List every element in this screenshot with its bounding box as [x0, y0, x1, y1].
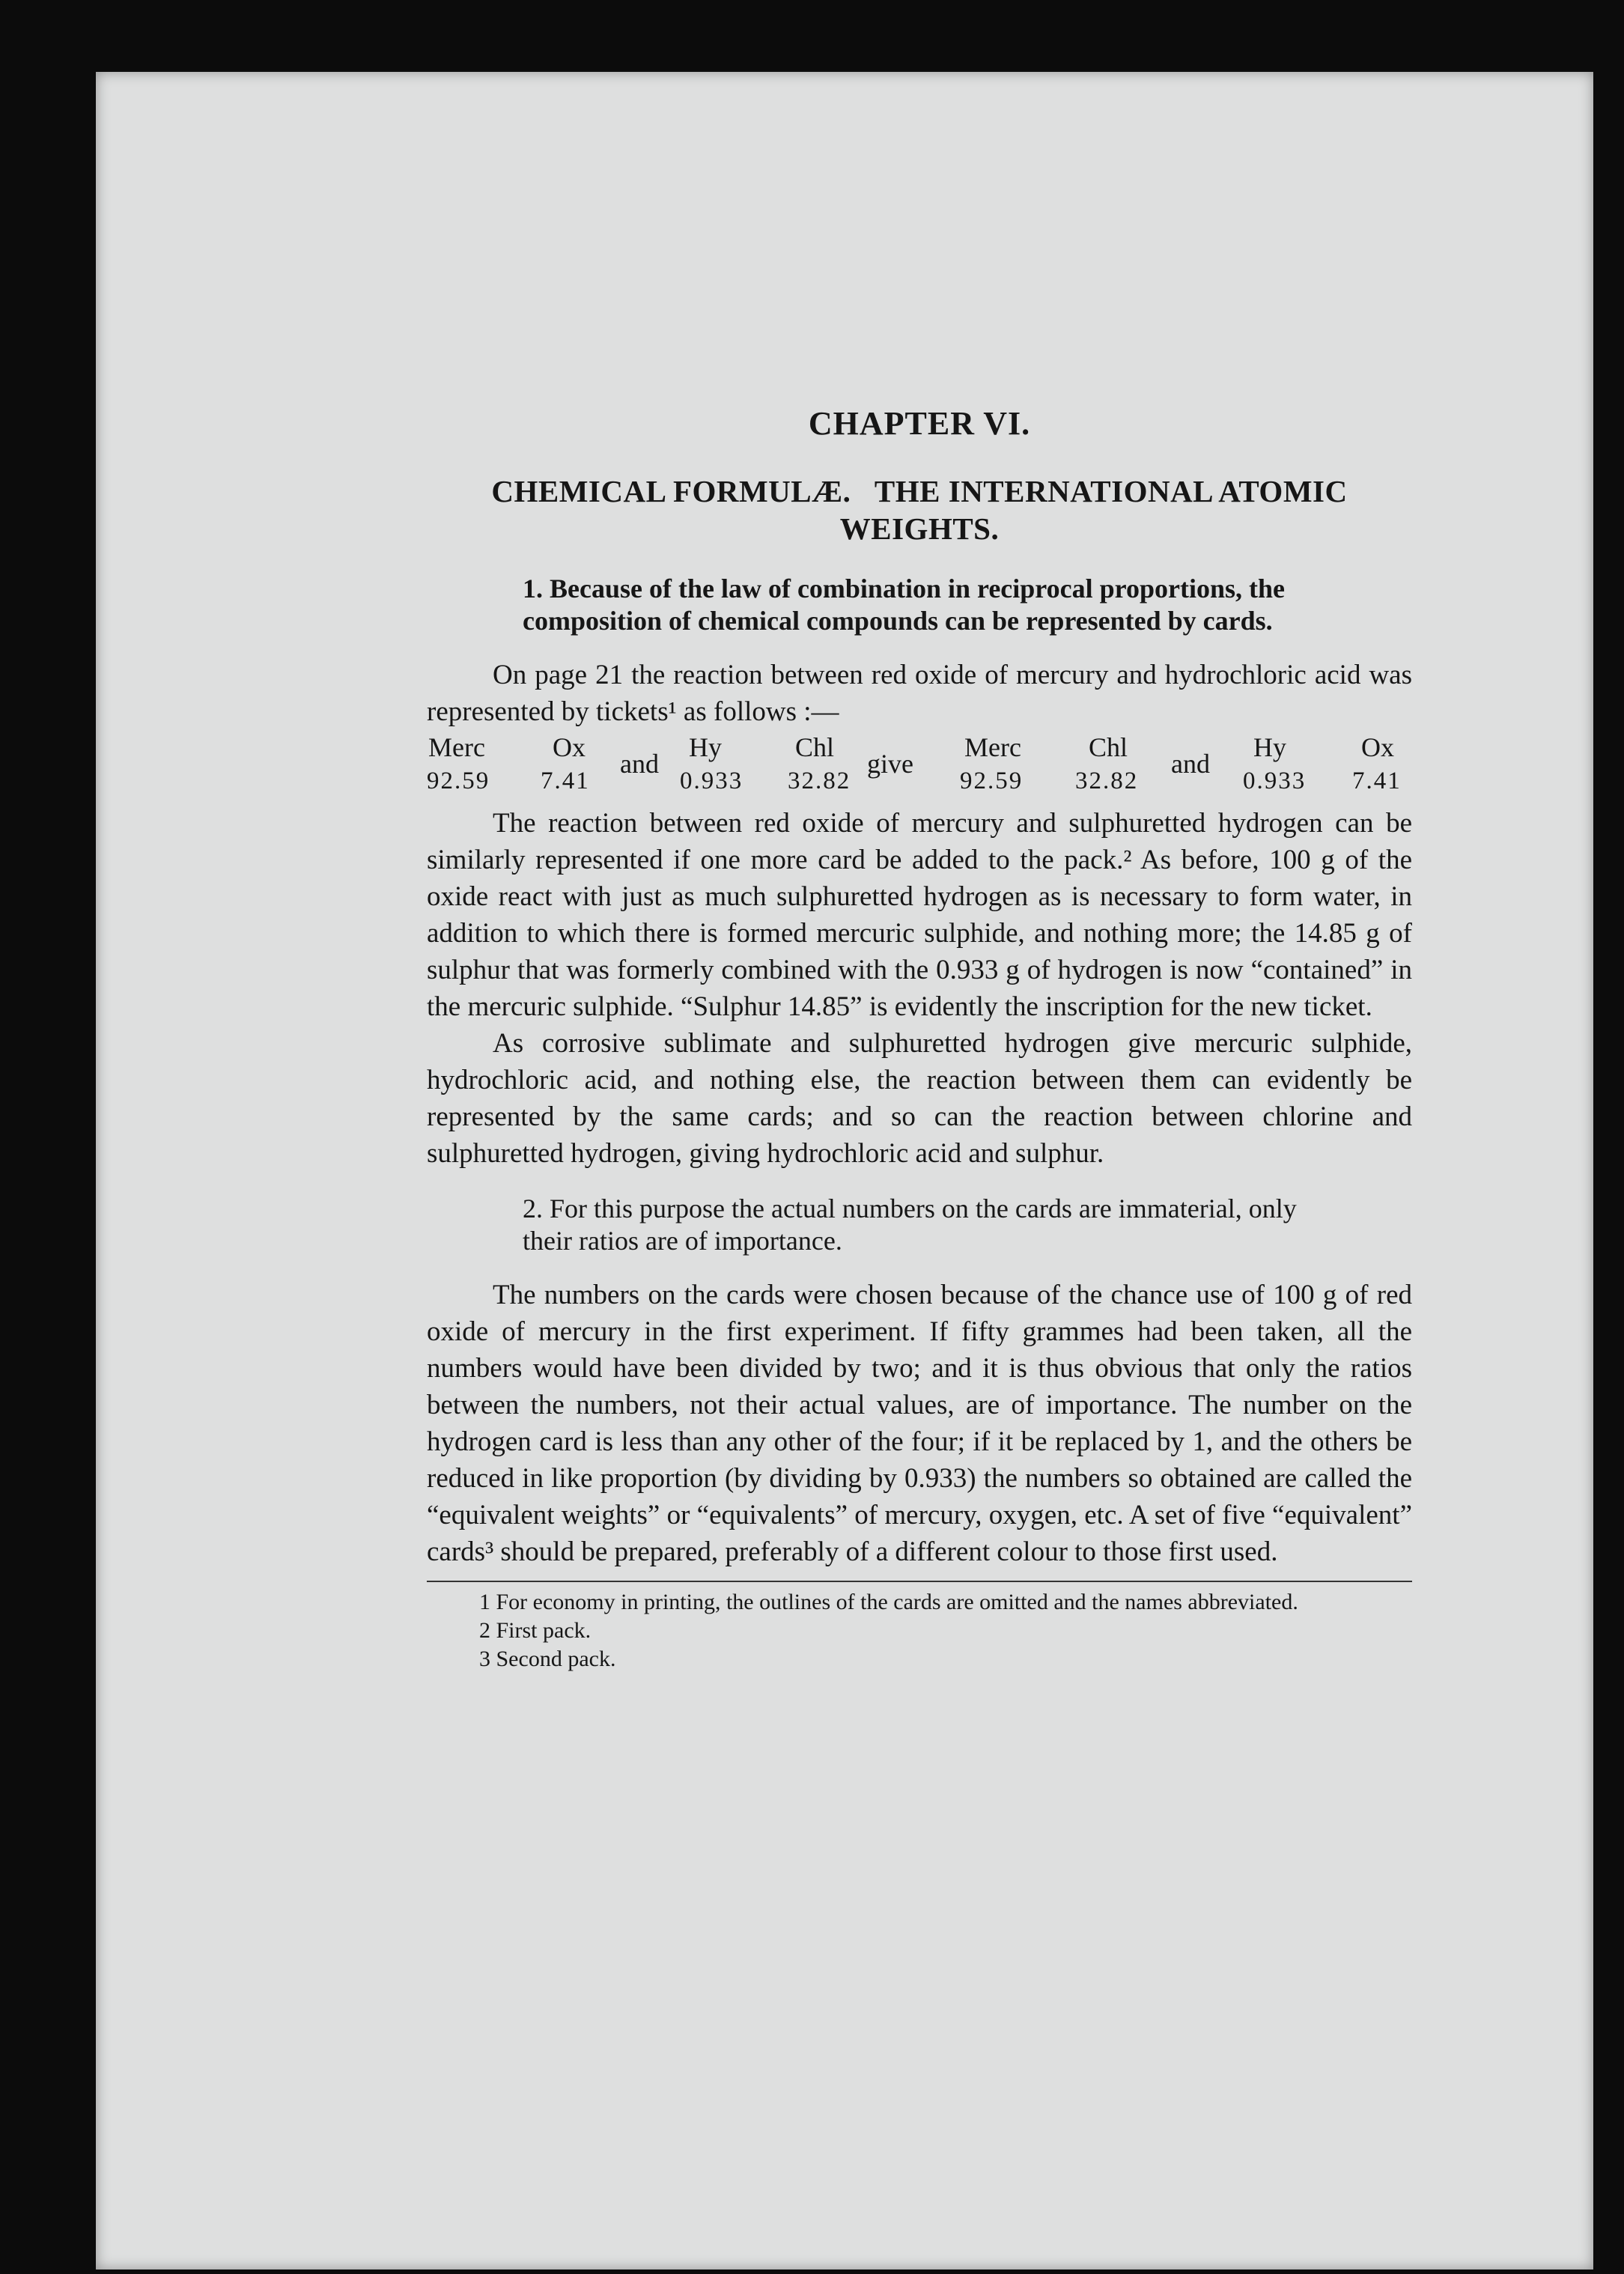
card-value: 0.933	[680, 767, 743, 794]
conjunction-give: give	[867, 749, 913, 779]
chapter-title-line-1: CHEMICAL FORMULÆ. THE INTERNATIONAL ATOMIC	[491, 474, 1348, 508]
footnote-2: 2 First pack.	[479, 1618, 591, 1643]
conjunction-and: and	[620, 749, 659, 779]
card-name: Hy	[1253, 732, 1286, 762]
chapter-title-line-2: WEIGHTS.	[839, 511, 1000, 546]
card-value: 92.59	[427, 767, 490, 794]
card-name: Merc	[428, 732, 485, 762]
card-name: Merc	[964, 732, 1021, 762]
footnote-1: 1 For economy in printing, the outlines of the cards are omitted and the names abbreviated.	[479, 1590, 1298, 1614]
page-text	[427, 404, 1412, 1673]
reaction-equation	[427, 732, 1412, 800]
paragraph-2: The reaction between red oxide of mercury and sulphuretted hydrogen can be similarly represented if one more card be added to the pack.² As before, 100 g of the oxide react with just as much sulphuretted hydrogen as is necessary to form water, in addition to which there is formed mercuric sulphide, and nothing more; the 14.85 g of sulphur that was formerly combined with the 0.933 g of hydrogen is now “contained” in the mercuric sulphide. “Sulphur 14.85” is evidently the inscription for the new ticket.	[427, 808, 1412, 1022]
footnote-rule	[427, 1581, 1412, 1582]
card-name: Ox	[1361, 732, 1394, 762]
card-value: 32.82	[788, 767, 851, 794]
chapter-heading: CHAPTER VI.	[808, 405, 1031, 442]
card-value: 92.59	[960, 767, 1024, 794]
paragraph-1: On page 21 the reaction between red oxide of mercury and hydrochloric acid was represented by tickets¹ as follows :—	[427, 660, 1412, 727]
card-value: 32.82	[1075, 767, 1139, 794]
chapter-title	[427, 472, 1412, 547]
card-name: Chl	[1089, 732, 1128, 762]
card-value: 0.933	[1243, 767, 1307, 794]
footnote-3: 3 Second pack.	[479, 1647, 616, 1671]
card-value: 7.41	[541, 767, 590, 794]
paragraph-3: As corrosive sublimate and sulphuretted hydrogen give mercuric sulphide, hydrochloric acid, and nothing else, the reaction between them can evidently be represented by the same cards; and so can the reaction between chlorine and sulphuretted hydrogen, giving hydrochloric acid and sulphur.	[427, 1028, 1412, 1169]
conjunction-and: and	[1171, 749, 1210, 779]
section-summary-2: 2. For this purpose the actual numbers on the cards are immaterial, only their ratios are of importance.	[523, 1194, 1297, 1256]
card-value: 7.41	[1352, 767, 1402, 794]
card-name: Hy	[689, 732, 722, 762]
section-summary-1: 1. Because of the law of combination in reciprocal proportions, the composition of chemical compounds can be represented by cards.	[523, 574, 1285, 636]
card-name: Ox	[553, 732, 586, 762]
paragraph-4: The numbers on the cards were chosen because of the chance use of 100 g of red oxide of mercury in the first experiment. If fifty grammes had been taken, all the numbers would have been divided by two; and it is thus obvious that only the ratios between the numbers, not their actual values, are of importance. The number on the hydrogen card is less than any other of the four; if it be replaced by 1, and the others be reduced in like proportion (by dividing by 0.933) the numbers so obtained are called the “equivalent weights” or “equivalents” of mercury, oxygen, etc. A set of five “equivalent” cards³ should be prepared, preferably of a different colour to those first used.	[427, 1280, 1412, 1567]
card-name: Chl	[795, 732, 835, 762]
